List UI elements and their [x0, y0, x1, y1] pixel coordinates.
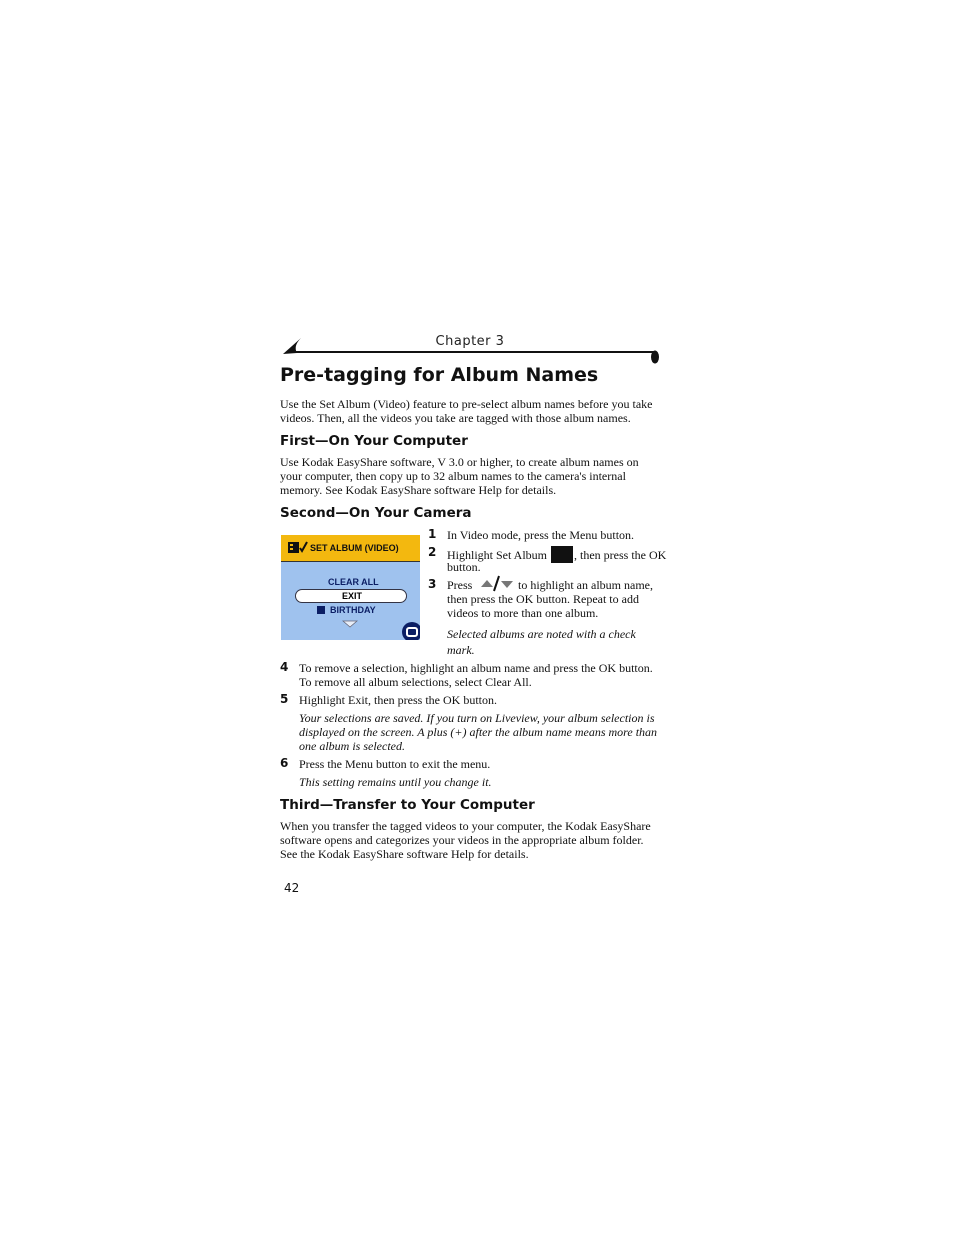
camera-screen — [281, 535, 420, 640]
checkbox-icon — [317, 606, 325, 614]
scroll-down-icon — [342, 620, 358, 628]
menu-item-exit[interactable]: EXIT — [342, 591, 363, 601]
step-text-part: , then press the OK — [574, 548, 667, 562]
third-heading: Third—Transfer to Your Computer — [280, 797, 535, 813]
rule-end-dot-icon — [650, 349, 660, 365]
chapter-label: Chapter 3 — [435, 334, 505, 349]
share-mode-icon — [401, 621, 420, 640]
camera-screen-title: SET ALBUM (VIDEO) — [310, 543, 399, 553]
page-number: 42 — [284, 881, 300, 895]
step-number: 3 — [428, 577, 437, 591]
header-rule — [296, 351, 656, 353]
camera-screen-divider — [281, 561, 420, 562]
corner-swoosh-icon — [281, 336, 305, 356]
step-text: To remove a selection, highlight an album name and press the OK button. To remove all album selections, select Clear All. — [299, 661, 653, 689]
step-number: 6 — [280, 756, 289, 770]
page-title: Pre-tagging for Album Names — [280, 364, 599, 386]
up-down-arrows-icon — [479, 574, 515, 592]
step-text-continued: button. — [447, 560, 481, 574]
step-text: Press the Menu button to exit the menu. — [299, 757, 491, 771]
second-heading: Second—On Your Camera — [280, 505, 472, 521]
menu-item-clear-all[interactable]: CLEAR ALL — [328, 577, 379, 587]
step-text-part: Press — [447, 578, 473, 592]
camera-screen-header — [281, 535, 420, 561]
step-number: 5 — [280, 692, 289, 706]
step-note: Your selections are saved. If you turn on Liveview, your album selection is displayed on the screen. A plus (+) after the album name means more than one album is selected. — [299, 711, 658, 753]
step-number: 4 — [280, 660, 289, 674]
step-note: This setting remains until you change it. — [299, 775, 492, 789]
first-heading: First—On Your Computer — [280, 433, 468, 449]
step-text: In Video mode, press the Menu button. — [447, 528, 635, 542]
intro-paragraph: Use the Set Album (Video) feature to pre-select album names before you take videos. Then, all the videos you take are tagged with those album names. — [280, 397, 653, 425]
third-paragraph: When you transfer the tagged videos to your computer, the Kodak EasyShare software opens and categorizes your videos in the appropriate album folder. See the Kodak EasyShare software Help for details. — [280, 819, 651, 861]
step-note: Selected albums are noted with a check mark. — [447, 627, 636, 657]
step-text-continued: then press the OK button. Repeat to add videos to more than one album. — [447, 592, 639, 620]
step-number: 1 — [428, 527, 437, 541]
step-text-part: to highlight an album name, — [518, 578, 653, 592]
first-paragraph: Use Kodak EasyShare software, V 3.0 or higher, to create album names on your computer, then copy up to 32 album names to the camera's internal memory. See Kodak EasyShare software Help for details. — [280, 455, 639, 497]
step-number: 2 — [428, 545, 437, 559]
step-text-part: Highlight Set Album — [447, 548, 548, 562]
step-text: Highlight Exit, then press the OK button. — [299, 693, 497, 707]
menu-item-birthday[interactable]: BIRTHDAY — [330, 605, 376, 615]
video-album-icon — [288, 541, 308, 554]
